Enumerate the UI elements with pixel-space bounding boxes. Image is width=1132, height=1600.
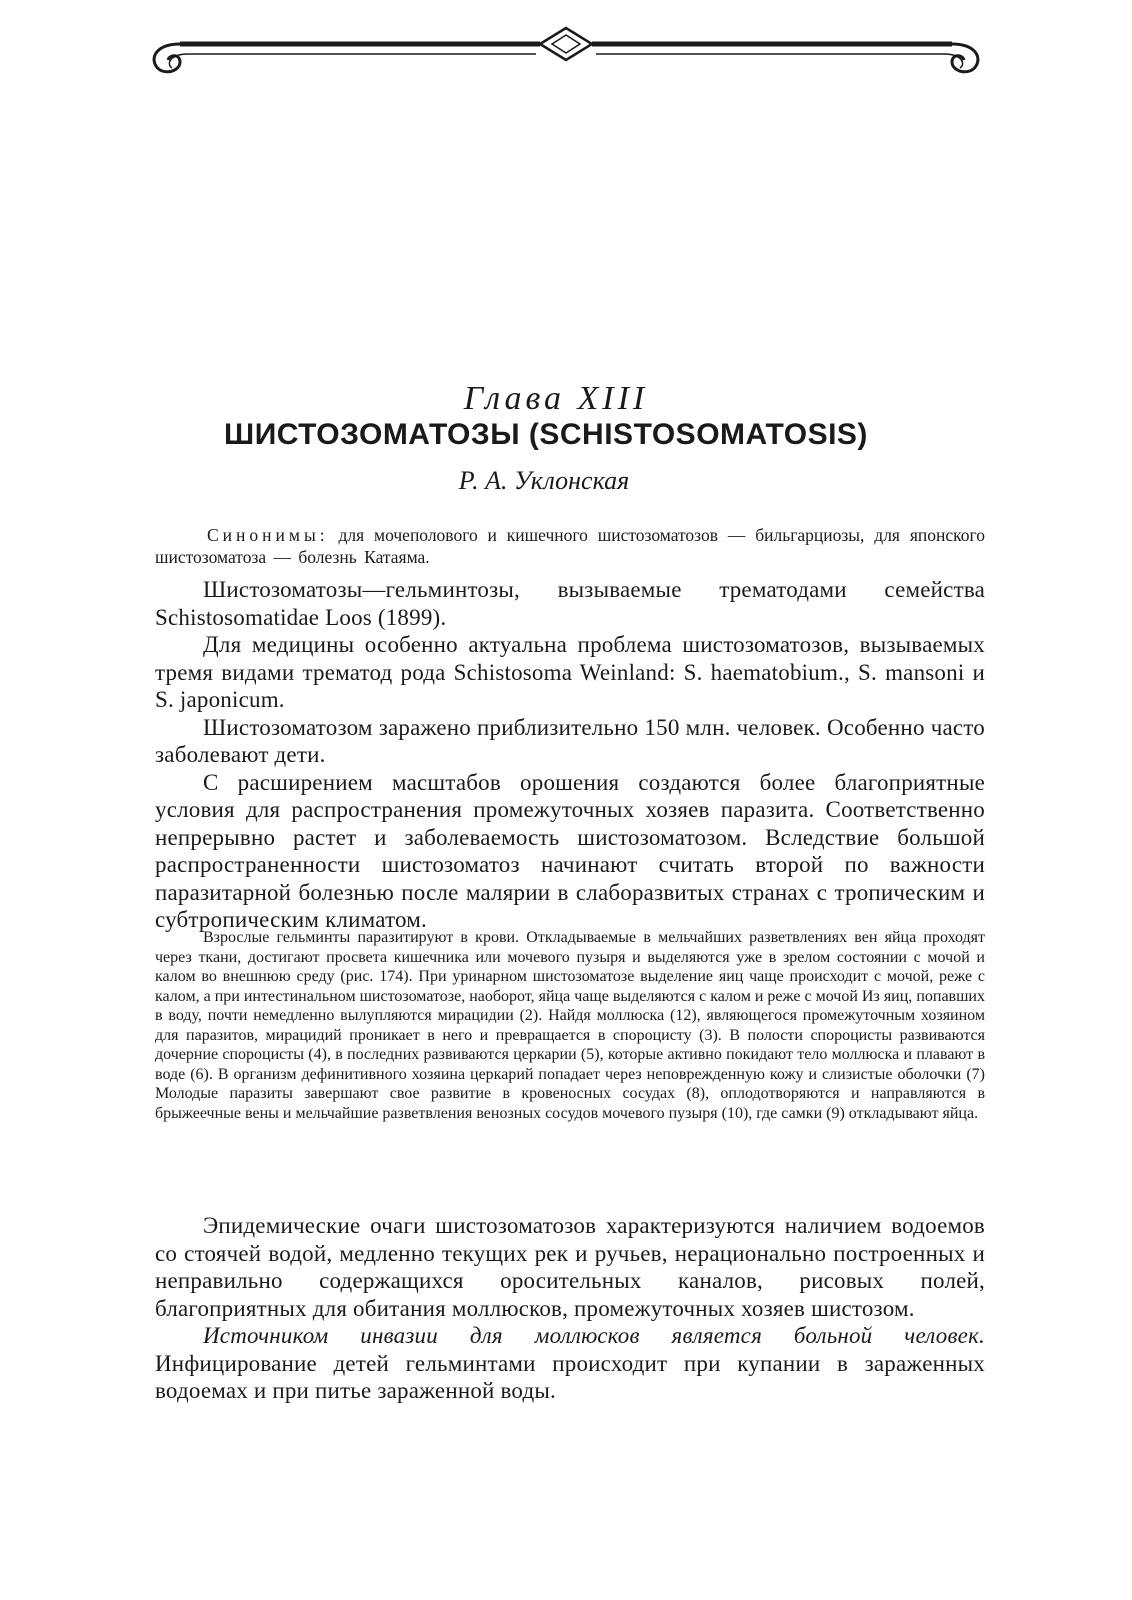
intro-paragraph: Для медицины особенно актуальна проблема шистозоматозов, вызываемых тремя видами трематод рода Schistosoma Weinland: S. haematobium., S. mansoni и S. japonicum. bbox=[155, 632, 985, 712]
epidemiology-section bbox=[155, 1212, 985, 1405]
synonyms-label: Синонимы: bbox=[207, 525, 329, 545]
chapter-title: ШИСТОЗОМАТОЗЫ (SCHISTOSOMATOSIS) bbox=[224, 418, 868, 451]
epidemiology-paragraph bbox=[155, 1322, 985, 1405]
epidemiology-lead: Источником инвазии для моллюсков является больной человек. bbox=[203, 1323, 985, 1348]
lifecycle-paragraph: Взрослые гельминты паразитируют в крови. Откладываемые в мельчайших разветвлениях вен яйца проходят через ткани, достигают просвета кишечника или мочевого пузыря и выделяются уже в зрелом состоянии с мочой и калом во внешнюю среду (рис. 174). При уринарном шистозоматозе выделение яиц чаще происходит с мочой, реже с калом, а при интестинальном шистозоматозе, наоборот, яйца чаще выделяются с калом и реже с мочой Из яиц, попавших в воду, почти немедленно вылупляются мирацидии (2). Найдя моллюска (12), являющегося промежуточным хозяином для паразитов, мирацидий проникает в него и превращается в спороцисту (3). В полости спороцисты развиваются дочерние спороцисты (4), в последних развиваются церкарии (5), которые активно покидают тело моллюска и плавают в воде (6). В организм дефинитивного хозяина церкарий попадает через неповрежденную кожу и слизистые оболочки (7) Молодые паразиты завершают свое развитие в кровеносных сосудах (8), оплодотворяются и направляются в брыжеечные вены и мельчайшие разветвления венозных сосудов мочевого пузыря (10), где самки (9) откладывают яйца. bbox=[155, 929, 985, 1122]
lifecycle-section bbox=[155, 928, 985, 1123]
intro-section bbox=[155, 576, 985, 934]
intro-paragraph: Шистозоматозом заражено приблизительно 150 млн. человек. Особенно часто заболевают дети. bbox=[155, 714, 985, 767]
epidemiology-text: Инфицирование детей гельминтами происходит при купании в зараженных водоемах и при питье зараженной воды. bbox=[155, 1350, 985, 1403]
intro-paragraph: С расширением масштабов орошения создаются более благоприятные условия для распространения промежуточных хозяев паразита. Соответственно непрерывно растет и заболеваемость шистозоматозом. Вследствие большой распространенности шистозоматоз начинают считать второй по важности паразитарной болезнью после малярии в слаборазвитых странах с тропическим и субтропическим климатом. bbox=[155, 769, 985, 932]
chapter-author: Р. А. Уклонская bbox=[458, 466, 630, 495]
synonyms-paragraph bbox=[155, 524, 985, 568]
intro-paragraph: Шистозоматозы—гельминтозы, вызываемые трематодами семейства Schistosomatidae Loos (1899). bbox=[155, 577, 985, 630]
synonyms-text: для мочеполового и кишечного шистозоматозов — бильгарциозы, для японского шистозоматоза — болезнь Катаяма. bbox=[155, 525, 986, 567]
chapter-number: Глава XIII bbox=[463, 380, 649, 417]
epidemiology-paragraph: Эпидемические очаги шистозоматозов характеризуются наличием водоемов со стоячей водой, медленно текущих рек и ручьев, нерационально построенных и неправильно содержащихся оросительных каналов, рисовых полей, благоприятных для обитания моллюсков, промежуточных хозяев шистозом. bbox=[155, 1213, 985, 1321]
header-ornament bbox=[140, 14, 992, 80]
